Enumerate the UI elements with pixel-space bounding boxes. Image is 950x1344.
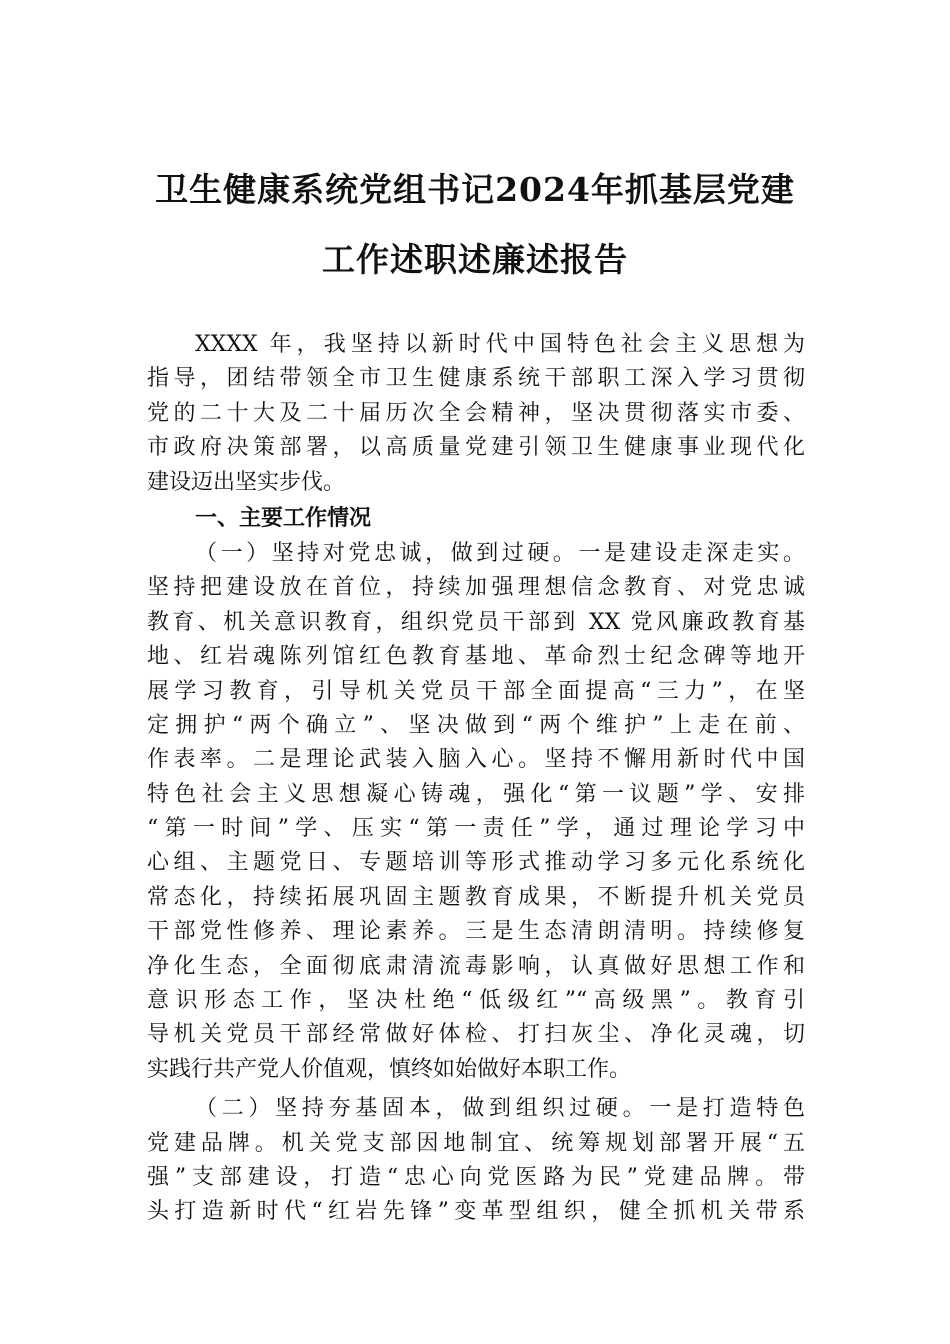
- paragraph-line: 坚持把建设放在首位，持续加强理想信念教育、对党忠诚: [147, 575, 805, 601]
- paragraph-line: 强”支部建设，打造“忠心向党医路为民”党建品牌。带: [147, 1164, 805, 1190]
- document-title-line-1: 卫生健康系统党组书记2024年抓基层党建: [155, 170, 795, 209]
- paragraph-line: 意识形态工作，坚决杜绝“低级红”“高级黑”。教育引: [147, 988, 805, 1014]
- paragraph-line: 市政府决策部署，以高质量党建引领卫生健康事业现代化: [147, 435, 805, 461]
- paragraph-line: 导机关党员干部经常做好体检、打扫灰尘、净化灵魂，切: [147, 1022, 805, 1048]
- paragraph-line: 指导，团结带领全市卫生健康系统干部职工深入学习贯彻: [147, 366, 805, 392]
- paragraph-line: 作表率。二是理论武装入脑入心。坚持不懈用新时代中国: [147, 747, 805, 773]
- document-body: [147, 328, 805, 1230]
- paragraph-line: （一）坚持对党忠诚，做到过硬。一是建设走深走实。: [195, 540, 805, 566]
- paragraph-line: 实践行共产党人价值观，慎终如始做好本职工作。: [147, 1056, 632, 1082]
- document-title-line-2: 工作述职述廉述报告: [322, 240, 628, 279]
- paragraph-line: （二）坚持夯基固本，做到组织过硬。一是打造特色: [195, 1096, 805, 1122]
- paragraph-line: 特色社会主义思想凝心铸魂，强化“第一议题”学、安排: [147, 781, 805, 807]
- paragraph-line: 心组、主题党日、专题培训等形式推动学习多元化系统化: [147, 850, 805, 876]
- paragraph-line: 党的二十大及二十届历次全会精神，坚决贯彻落实市委、: [147, 400, 805, 426]
- paragraph-line: “第一时间”学、压实“第一责任”学，通过理论学习中: [147, 816, 805, 842]
- paragraph-line: 头打造新时代“红岩先锋”变革型组织，健全抓机关带系: [147, 1199, 805, 1225]
- paragraph-line: 地、红岩魂陈列馆红色教育基地、革命烈士纪念碑等地开: [147, 644, 805, 670]
- section-heading: 一、主要工作情况: [195, 505, 372, 531]
- paragraph-line: 党建品牌。机关党支部因地制宜、统筹规划部署开展“五: [147, 1130, 805, 1156]
- paragraph-line: 建设迈出坚实步伐。: [147, 469, 346, 495]
- paragraph-line: 干部党性修养、理论素养。三是生态清朗清明。持续修复: [147, 919, 805, 945]
- paragraph-line: XXXX 年，我坚持以新时代中国特色社会主义思想为: [195, 332, 805, 357]
- paragraph-line: 常态化，持续拓展巩固主题教育成果，不断提升机关党员: [147, 884, 805, 910]
- paragraph-line: 展学习教育，引导机关党员干部全面提高“三力”，在坚: [147, 678, 805, 704]
- paragraph-line: 教育、机关意识教育，组织党员干部到 XX 党风廉政教育基: [147, 609, 805, 635]
- paragraph-line: 净化生态，全面彻底肃清流毒影响，认真做好思想工作和: [147, 953, 805, 979]
- paragraph-line: 定拥护“两个确立”、坚决做到“两个维护”上走在前、: [147, 712, 805, 738]
